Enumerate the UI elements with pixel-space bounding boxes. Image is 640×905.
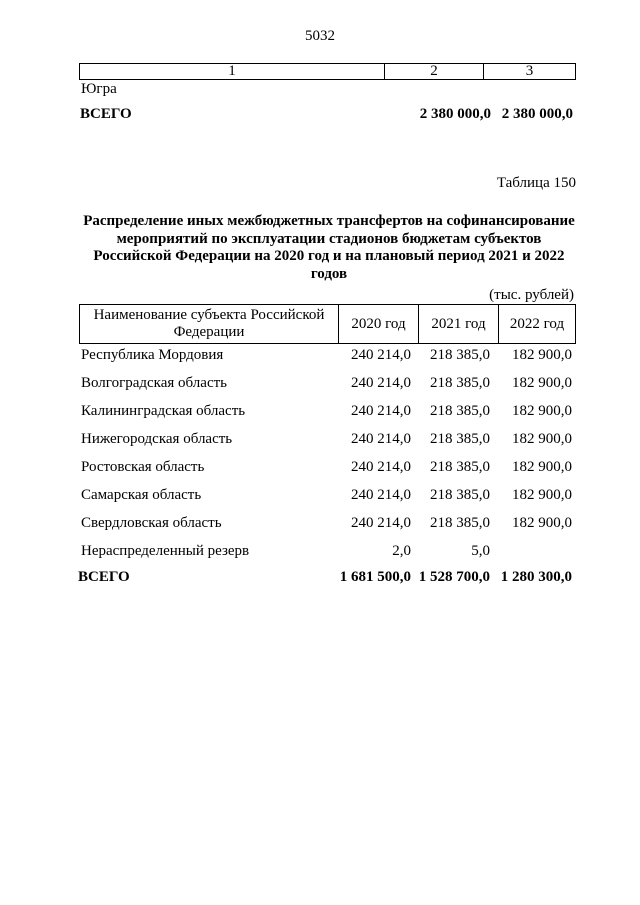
row-value-2020: 2,0 [392, 543, 411, 559]
table-row [79, 431, 576, 449]
table-title: Распределение иных межбюджетных трансфертов на софинансирование мероприятий по эксплуатации стадионов бюджетам субъектов Российской Федерации на 2020 год и на плановый период 2021 и 2022 годов [83, 213, 575, 282]
row-value-2022: 182 900,0 [512, 487, 572, 503]
table-header [79, 304, 576, 344]
row-value-2021: 5,0 [471, 543, 490, 559]
page-number: 5032 [305, 28, 335, 44]
table-row [79, 403, 576, 421]
table-row [79, 543, 576, 561]
row-value-2022: 182 900,0 [512, 347, 572, 363]
row-value-2021: 218 385,0 [430, 459, 490, 475]
units-label: (тыс. рублей) [489, 287, 574, 303]
row-value-2021: 218 385,0 [430, 403, 490, 419]
table-row [79, 375, 576, 393]
header-2021: 2021 год [419, 305, 499, 343]
table-row [79, 347, 576, 365]
table-row [79, 459, 576, 477]
total-value-2022: 1 280 300,0 [500, 569, 572, 585]
continuation-header-col-1: 1 [80, 64, 385, 79]
row-value-2021: 218 385,0 [430, 375, 490, 391]
row-name: Нераспределенный резерв [81, 543, 250, 559]
row-value-2020: 240 214,0 [351, 375, 411, 391]
row-value-2021: 218 385,0 [430, 487, 490, 503]
continuation-header-col-2: 2 [385, 64, 484, 79]
continuation-total-label: ВСЕГО [80, 106, 132, 122]
row-value-2021: 218 385,0 [430, 431, 490, 447]
row-name: Калининградская область [81, 403, 246, 419]
table-number: Таблица 150 [496, 175, 576, 191]
row-value-2020: 240 214,0 [351, 487, 411, 503]
row-value-2021: 218 385,0 [430, 515, 490, 531]
row-value-2022: 182 900,0 [512, 459, 572, 475]
row-value-2020: 240 214,0 [351, 403, 411, 419]
row-name: Ростовская область [81, 459, 205, 475]
continuation-total-value-1: 2 380 000,0 [419, 106, 491, 122]
header-2020: 2020 год [339, 305, 419, 343]
row-value-2022: 182 900,0 [512, 515, 572, 531]
header-subject-name: Наименование субъекта Российской Федерации [80, 305, 339, 343]
row-name: Республика Мордовия [81, 347, 224, 363]
table-total-row [79, 569, 576, 587]
continuation-row-label: Югра [81, 81, 117, 97]
table-row [79, 487, 576, 505]
row-value-2020: 240 214,0 [351, 431, 411, 447]
row-value-2020: 240 214,0 [351, 459, 411, 475]
header-2022: 2022 год [509, 315, 565, 332]
row-value-2020: 240 214,0 [351, 515, 411, 531]
row-value-2022: 182 900,0 [512, 431, 572, 447]
continuation-table-header [79, 63, 576, 80]
total-value-2020: 1 681 500,0 [339, 569, 411, 585]
continuation-header-col-3: 3 [525, 63, 534, 79]
row-name: Волгоградская область [81, 375, 227, 391]
total-value-2021: 1 528 700,0 [418, 569, 490, 585]
row-value-2021: 218 385,0 [430, 347, 490, 363]
table-row [79, 515, 576, 533]
row-name: Свердловская область [81, 515, 222, 531]
continuation-total-value-2: 2 380 000,0 [501, 106, 573, 122]
row-value-2022: 182 900,0 [512, 375, 572, 391]
total-label: ВСЕГО [78, 569, 130, 585]
row-value-2022: 182 900,0 [512, 403, 572, 419]
row-name: Нижегородская область [81, 431, 233, 447]
row-name: Самарская область [81, 487, 202, 503]
row-value-2020: 240 214,0 [351, 347, 411, 363]
